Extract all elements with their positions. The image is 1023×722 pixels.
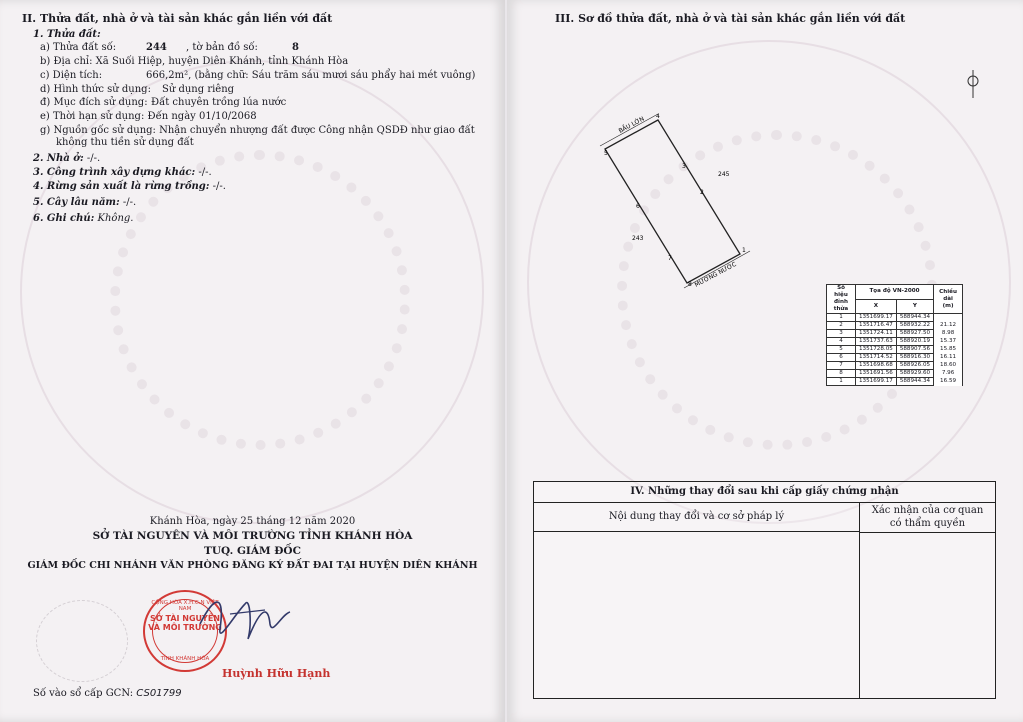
parcel-number: 244 bbox=[146, 42, 167, 53]
drum-watermark-inner bbox=[110, 150, 410, 450]
forest-row: 4. Rừng sản xuất là rừng trồng: -/-. bbox=[33, 181, 226, 192]
table-cell: 1351699.17 bbox=[856, 378, 897, 386]
table-cell: 588944.34 bbox=[896, 378, 933, 386]
road-label: BẦU LỚN bbox=[617, 115, 646, 135]
table-cell: 588927.50 bbox=[896, 330, 933, 338]
table-cell: 1351714.52 bbox=[856, 354, 897, 362]
parcel-heading: 1. Thửa đất: bbox=[33, 29, 101, 40]
branch-director-title: GIÁM ĐỐC CHI NHÁNH VĂN PHÒNG ĐĂNG KÝ ĐẤT ĐAI TẠI HUYỆN DIÊN KHÁNH bbox=[27, 560, 478, 571]
section-2-title: II. Thửa đất, nhà ở và tài sản khác gắn liền với đất bbox=[22, 12, 333, 25]
length-cell bbox=[934, 314, 963, 322]
table-cell: 1 bbox=[827, 314, 856, 322]
vertex-label: 4 bbox=[656, 113, 660, 120]
length-cell: 15.85 bbox=[934, 346, 963, 354]
vertex-label: 2 bbox=[700, 189, 704, 196]
table-row bbox=[827, 354, 963, 362]
table-row bbox=[827, 378, 963, 386]
perennial-row: 5. Cây lâu năm: -/-. bbox=[33, 197, 137, 208]
table-cell: 1351724.11 bbox=[856, 330, 897, 338]
col-y: Y bbox=[896, 299, 933, 314]
section-3-title: III. Sơ đồ thửa đất, nhà ở và tài sản khác gắn liền với đất bbox=[555, 12, 906, 25]
table-cell: 1351698.68 bbox=[856, 362, 897, 370]
table-cell: 588932.22 bbox=[896, 322, 933, 330]
length-cell: 16.59 bbox=[934, 378, 963, 386]
table-row bbox=[827, 322, 963, 330]
table-cell: 1351699.17 bbox=[856, 314, 897, 322]
table-cell: 3 bbox=[827, 330, 856, 338]
tuq-director: TUQ. GIÁM ĐỐC bbox=[204, 545, 301, 557]
signer-name: Huỳnh Hữu Hạnh bbox=[222, 667, 331, 680]
address: b) Địa chỉ: Xã Suối Hiệp, huyện Diên Khánh, tỉnh Khánh Hòa bbox=[40, 56, 349, 67]
table-row bbox=[827, 330, 963, 338]
table-cell: 1351691.56 bbox=[856, 370, 897, 378]
area-value: 666,2m², (bằng chữ: Sáu trăm sáu mươi sáu phẩy hai mét vuông) bbox=[146, 70, 476, 81]
usage-origin-cont: không thu tiền sử dụng đất bbox=[56, 137, 194, 148]
table-cell: 588920.19 bbox=[896, 338, 933, 346]
usage-purpose-value: Đất chuyên trồng lúa nước bbox=[151, 97, 287, 108]
table-cell: 6 bbox=[827, 354, 856, 362]
coordinate-table bbox=[826, 284, 963, 386]
changes-table bbox=[533, 481, 996, 699]
length-cell: 16.11 bbox=[934, 354, 963, 362]
faint-stamp bbox=[36, 600, 128, 682]
neighbor-west: 243 bbox=[632, 235, 644, 242]
issuing-org: SỞ TÀI NGUYÊN VÀ MÔI TRƯỜNG TỈNH KHÁNH HÒA bbox=[92, 530, 413, 542]
section-4-title: IV. Những thay đổi sau khi cấp giấy chứng nhận bbox=[534, 482, 995, 503]
official-seal: CỘNG HÒA X.H.C.N VIỆT NAM SỞ TÀI NGUYÊN VÀ MÔI TRƯỜNG TỈNH KHÁNH HÒA bbox=[143, 590, 227, 672]
table-cell: 7 bbox=[827, 362, 856, 370]
table-row bbox=[827, 338, 963, 346]
house-row: 2. Nhà ở: -/-. bbox=[33, 153, 101, 164]
col-coord: Tọa độ VN-2000 bbox=[856, 285, 934, 300]
signature-icon bbox=[190, 584, 300, 654]
usage-form-label: d) Hình thức sử dụng: bbox=[40, 84, 151, 95]
length-cell: 7.96 bbox=[934, 370, 963, 378]
length-cell: 8.98 bbox=[934, 330, 963, 338]
neighbor-east: 245 bbox=[718, 171, 730, 178]
parcel-diagram bbox=[590, 106, 830, 296]
table-cell: 1351716.47 bbox=[856, 322, 897, 330]
other-construction-row: 3. Công trình xây dựng khác: -/-. bbox=[33, 167, 212, 178]
vertex-label: 3 bbox=[682, 163, 686, 170]
col-point: Số hiệu đỉnh thửa bbox=[827, 285, 856, 314]
table-cell: 588944.34 bbox=[896, 314, 933, 322]
table-cell: 1351728.05 bbox=[856, 346, 897, 354]
left-page bbox=[0, 0, 505, 722]
table-cell: 588926.05 bbox=[896, 362, 933, 370]
table-row bbox=[827, 314, 963, 322]
margin-mark-icon bbox=[966, 70, 980, 98]
table-row bbox=[827, 370, 963, 378]
parcel-number-label: a) Thửa đất số: bbox=[40, 42, 117, 53]
vertex-label: 5 bbox=[604, 150, 608, 157]
table-cell: 5 bbox=[827, 346, 856, 354]
table-cell: 2 bbox=[827, 322, 856, 330]
table-cell: 1351737.63 bbox=[856, 338, 897, 346]
usage-term: e) Thời hạn sử dụng: Đến ngày 01/10/2068 bbox=[40, 111, 257, 122]
area-label: c) Diện tích: bbox=[40, 70, 103, 81]
map-sheet-label: , tờ bản đồ số: bbox=[186, 42, 258, 53]
table-cell: 588929.60 bbox=[896, 370, 933, 378]
table-cell: 1 bbox=[827, 378, 856, 386]
vertex-label: 7 bbox=[668, 255, 672, 262]
vertex-label: 1 bbox=[742, 247, 746, 254]
length-cell: 21.12 bbox=[934, 322, 963, 330]
note-row: 6. Ghi chú: Không. bbox=[33, 213, 134, 224]
map-sheet-number: 8 bbox=[292, 42, 299, 53]
changes-content-header: Nội dung thay đổi và cơ sở pháp lý bbox=[534, 503, 860, 532]
table-cell: 8 bbox=[827, 370, 856, 378]
table-cell: 4 bbox=[827, 338, 856, 346]
changes-confirmation-header: Xác nhận của cơ quan có thẩm quyền bbox=[860, 503, 995, 533]
col-x: X bbox=[856, 299, 897, 314]
column-divider bbox=[859, 531, 860, 698]
vertex-label: 6 bbox=[636, 203, 640, 210]
parcel-boundary bbox=[605, 120, 740, 283]
table-row bbox=[827, 362, 963, 370]
length-cell: 15.37 bbox=[934, 338, 963, 346]
length-cell: 18.60 bbox=[934, 362, 963, 370]
issue-date: Khánh Hòa, ngày 25 tháng 12 năm 2020 bbox=[149, 516, 356, 527]
usage-origin: g) Nguồn gốc sử dụng: Nhận chuyển nhượng đất được Công nhận QSDĐ như giao đất bbox=[40, 125, 475, 136]
table-cell: 588916.30 bbox=[896, 354, 933, 362]
usage-purpose-label: đ) Mục đích sử dụng: bbox=[40, 97, 148, 108]
canal-label: MƯƠNG NƯỚC bbox=[693, 260, 738, 289]
table-cell: 588907.56 bbox=[896, 346, 933, 354]
usage-form-value: Sử dụng riêng bbox=[162, 84, 235, 95]
vertex-label: 8 bbox=[688, 281, 692, 288]
serial-row: Số vào sổ cấp GCN: CS01799 bbox=[33, 688, 182, 699]
col-length: Chiều dài (m) bbox=[934, 285, 963, 314]
table-row bbox=[827, 346, 963, 354]
